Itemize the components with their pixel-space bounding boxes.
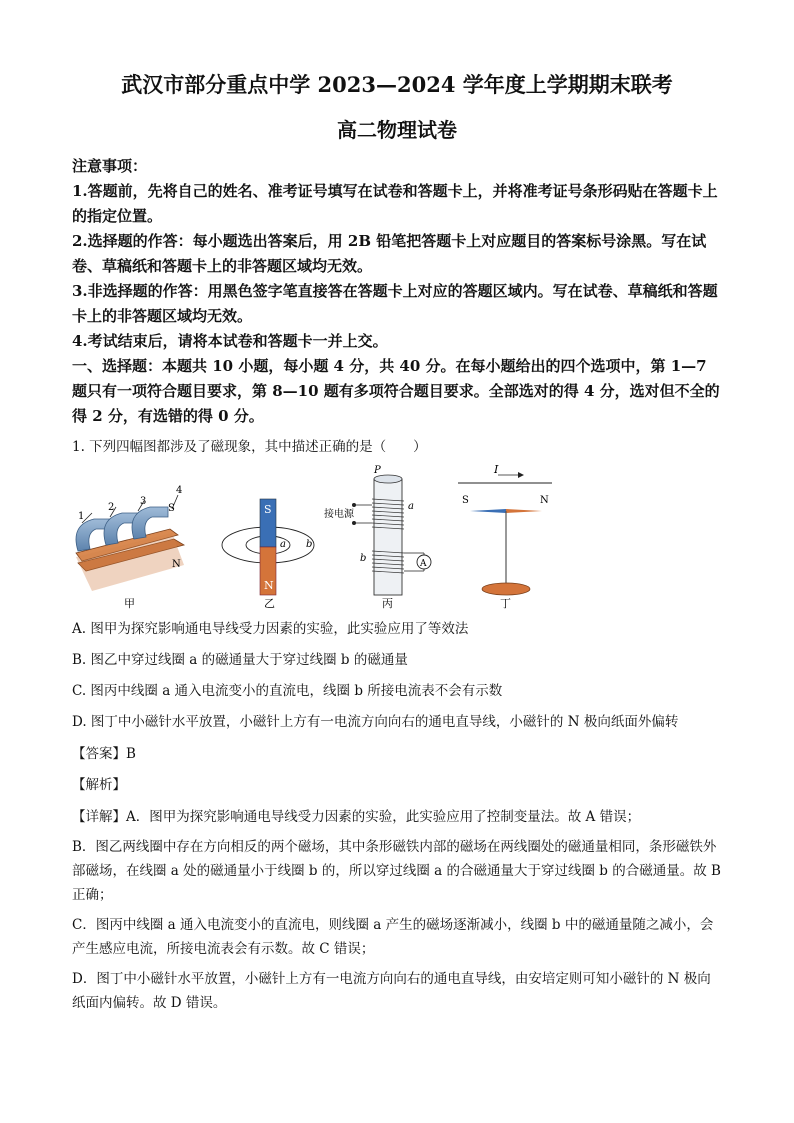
- notice-item-4: 4.考试结束后，请将本试卷和答题卡一并上交。: [72, 332, 388, 350]
- ding-label-s: S: [462, 495, 469, 506]
- figure-bing-caption: 丙: [382, 597, 393, 610]
- jia-label-3: 3: [140, 496, 147, 507]
- figure-ding: [456, 465, 556, 610]
- figure-yi: [220, 465, 320, 610]
- figure-ding-caption: 丁: [500, 597, 511, 610]
- question-1-analysis-d: D．图丁中小磁针水平放置，小磁针上方有一电流方向向右的通电直导线，由安培定则可知小磁针的 N 极向纸面内偏转。故 D 错误。: [72, 971, 711, 1011]
- yi-label-a: a: [280, 539, 286, 550]
- exam-page: [72, 70, 722, 1015]
- ding-label-i: I: [494, 465, 499, 476]
- figure-jia-caption: 甲: [124, 597, 135, 610]
- bing-label-b: b: [360, 553, 367, 564]
- notice-item-3: 3.非选择题的作答：用黑色签字笔直接答在答题卡上对应的答题区域内。写在试卷、草稿纸和答题卡上的非答题区域均无效。: [72, 282, 718, 325]
- notice-item-1: 1.答题前，先将自己的姓名、准考证号填写在试卷和答题卡上，并将准考证号条形码贴在答题卡上的指定位置。: [72, 182, 718, 225]
- jia-label-1: 1: [78, 511, 85, 522]
- yi-label-s: S: [264, 503, 272, 516]
- question-1-analysis-heading: 【解析】: [72, 777, 126, 793]
- figure-bing: [324, 465, 444, 610]
- bing-ammeter-label: A: [420, 559, 427, 569]
- bing-label-power: 接电源: [324, 509, 354, 520]
- question-1-analysis-c: C．图丙中线圈 a 通入电流变小的直流电，则线圈 a 产生的磁场逐渐减小，线圈 b 中的磁通量随之减小，会产生感应电流，所接电流表会有示数。故 C 错误；: [72, 917, 714, 957]
- question-1-option-d: D. 图丁中小磁针水平放置，小磁针上方有一电流方向向右的通电直导线，小磁针的 N 极向纸面外偏转: [72, 714, 679, 730]
- figure-yi-caption: 乙: [264, 597, 275, 610]
- yi-label-b: b: [306, 539, 313, 550]
- question-1-option-b: B. 图乙中穿过线圈 a 的磁通量大于穿过线圈 b 的磁通量: [72, 652, 408, 668]
- notice-heading: 注意事项：: [72, 157, 148, 175]
- jia-label-2: 2: [108, 502, 115, 513]
- notice-item-2: 2.选择题的作答：每小题选出答案后，用 2B 铅笔把答题卡上对应题目的答案标号涂黑。写在试卷、草稿纸和答题卡上的非答题区域均无效。: [72, 232, 707, 275]
- bing-label-a: a: [408, 501, 414, 512]
- yi-label-n: N: [264, 579, 274, 592]
- bing-label-p: P: [374, 465, 381, 476]
- question-1-analysis-a: 【详解】A．图甲为探究影响通电导线受力因素的实验，此实验应用了控制变量法。故 A 错误；: [72, 809, 641, 825]
- question-1-answer: 【答案】B: [72, 746, 136, 762]
- page-title: 武汉市部分重点中学 2023—2024 学年度上学期期末联考: [121, 72, 673, 97]
- page-subtitle: 高二物理试卷: [337, 118, 457, 142]
- question-1-analysis-b: B．图乙两线圈中存在方向相反的两个磁场，其中条形磁铁内部的磁场在两线圈处的磁通量相同，条形磁铁外部磁场，在线圈 a 处的磁通量小于线圈 b 的，所以穿过线圈 a 的合磁通量大于穿过线圈 b 的合磁通量。故 B 正确；: [72, 839, 721, 903]
- jia-label-s: S: [168, 503, 175, 514]
- figure-jia: [72, 465, 192, 610]
- question-1-figures: [72, 465, 722, 610]
- jia-label-n: N: [172, 559, 181, 570]
- question-1-option-a: A. 图甲为探究影响通电导线受力因素的实验，此实验应用了等效法: [72, 621, 469, 637]
- ding-label-n: N: [540, 495, 549, 506]
- question-1-stem: 1. 下列四幅图都涉及了磁现象，其中描述正确的是（ ）: [72, 439, 427, 455]
- section-heading-choice: 一、选择题：本题共 10 小题，每小题 4 分，共 40 分。在每小题给出的四个选项中，第 1—7 题只有一项符合题目要求，第 8—10 题有多项符合题目要求。全部选对的得 4 分，选对但不全的得 2 分，有选错的得 0 分。: [72, 357, 720, 425]
- jia-label-4: 4: [176, 485, 183, 496]
- question-1-option-c: C. 图丙中线圈 a 通入电流变小的直流电，线圈 b 所接电流表不会有示数: [72, 683, 503, 699]
